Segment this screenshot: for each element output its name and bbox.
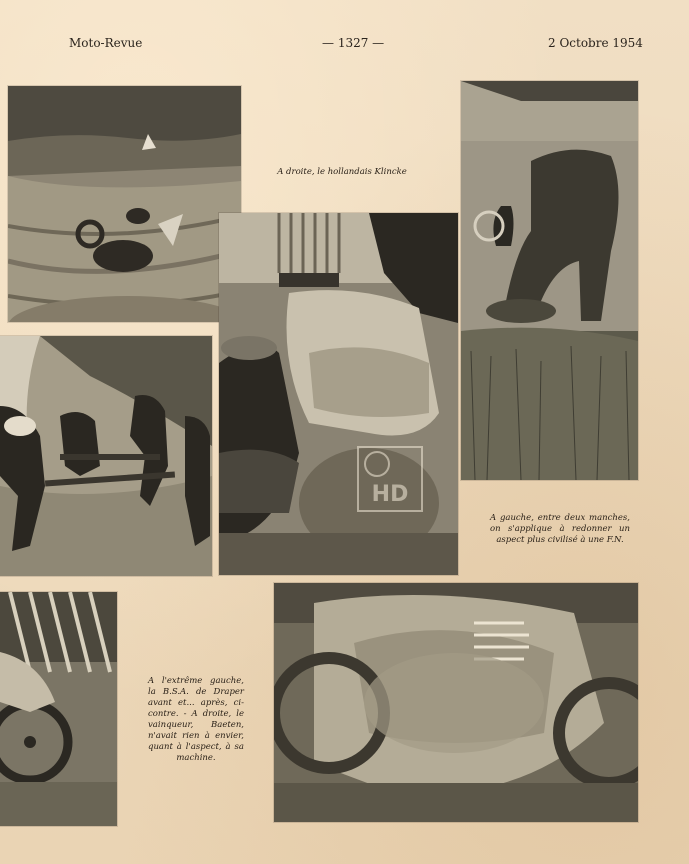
caption-bsa-baeten: A l'extrême gauche, la B.S.A. de Draper avant et... après, ci-contre. - A droite, le vainqueur, Baeten, n'avait rien à envier, quant à l'aspect, à sa machine. [148,676,244,763]
photo-mechanics [219,213,458,575]
photo-fn-rider [461,81,638,480]
watermark-text: HD [371,482,409,507]
ohd-watermark-logo [357,446,423,512]
caption-fn: A gauche, entre deux manches, on s'applique à redonner un aspect plus civilisé à une F.N. [490,513,630,545]
photo-baeten-machine [274,583,638,822]
photo-rider-fall [8,86,241,322]
photo-carrying-bike [0,336,212,576]
caption-klincke: A droite, le hollandais Klincke [277,167,407,177]
page-number: — 1327 — [322,36,385,50]
magazine-title: Moto-Revue [69,36,143,50]
issue-date: 2 Octobre 1954 [548,36,643,50]
photo-bsa-draper [0,592,117,826]
